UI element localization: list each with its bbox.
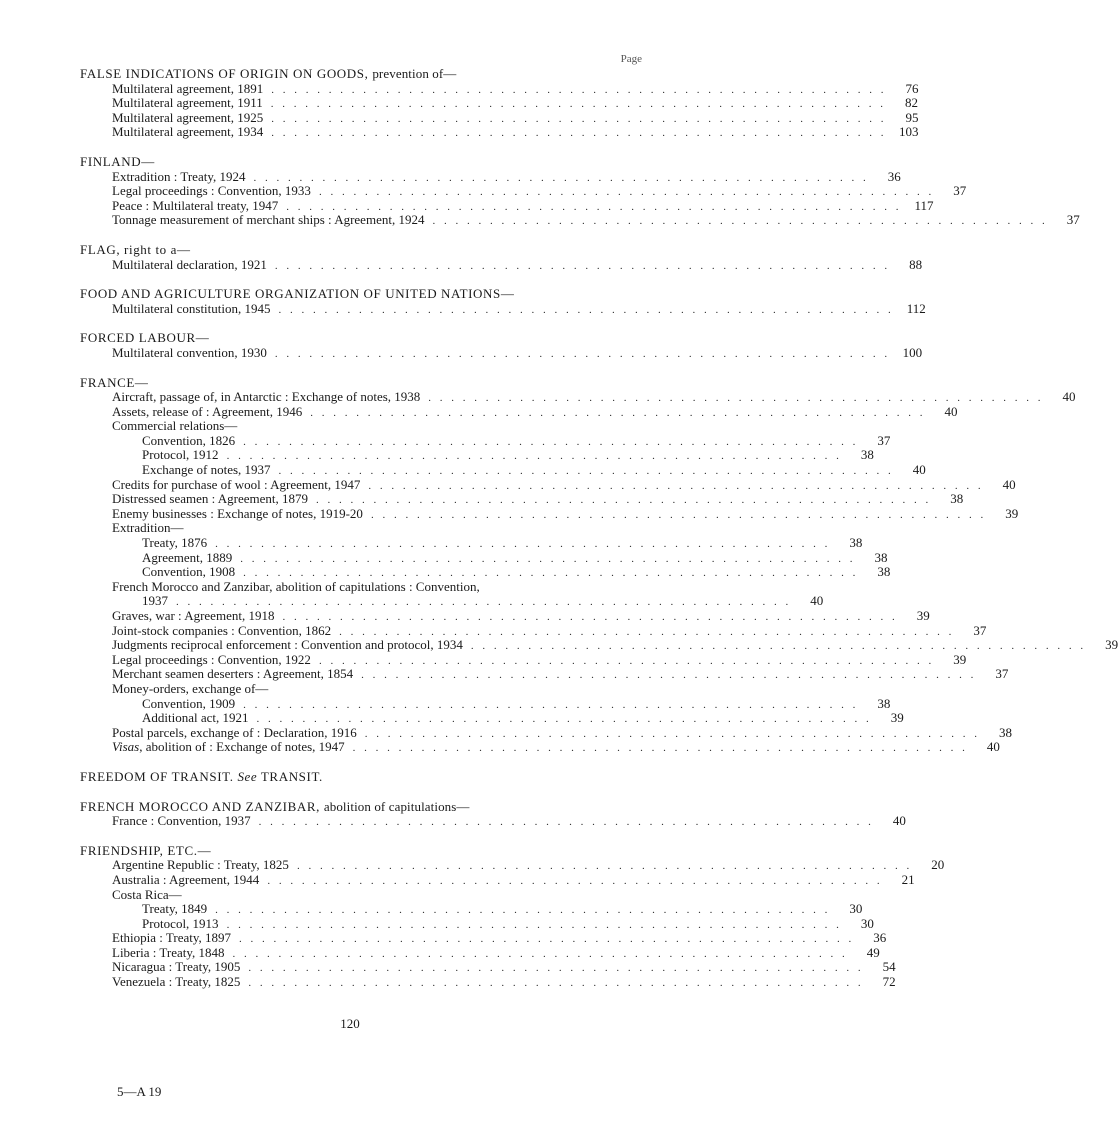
section-heading-main: FALSE INDICATIONS OF ORIGIN ON GOODS, xyxy=(80,66,369,81)
index-entry xyxy=(80,197,934,214)
index-section xyxy=(80,330,923,360)
entry-text: Multilateral constitution, 1945 xyxy=(112,300,271,316)
entry-page-number: 40 xyxy=(986,739,1000,755)
entry-page-number: 40 xyxy=(892,813,906,829)
index-entry xyxy=(80,857,945,873)
index-section xyxy=(80,798,906,829)
entry-page-number: 36 xyxy=(873,930,887,946)
entry-page-number: 37 xyxy=(973,622,987,638)
dot-leader: . . . . . . . . . . . . . . . . . . . . . . . . . . . . . . . . . . . . . . . . . . . . . . . . . . . . . . xyxy=(215,904,831,917)
section-heading xyxy=(80,375,640,391)
entry-page-number: 100 xyxy=(902,344,923,360)
index-section xyxy=(80,153,1080,228)
entry-page-number: 40 xyxy=(1002,476,1016,492)
index-entry xyxy=(80,651,967,668)
section-heading-main: FRIENDSHIP, ETC.— xyxy=(80,842,212,858)
entry-text: Distressed seamen : Agreement, 1879 xyxy=(112,491,309,507)
dot-leader: . . . . . . . . . . . . . . . . . . . . . . . . . . . . . . . . . . . . . . . . . . . . . . . . . . . . . . xyxy=(248,977,864,990)
entry-page-number: 39 xyxy=(1005,505,1019,521)
entry-page-number: 76 xyxy=(905,80,919,96)
section-heading xyxy=(80,66,640,82)
dot-leader: . . . . . . . . . . . . . . . . . . . . . . . . . . . . . . . . . . . . . . . . . . . . . . . . . . . . . . xyxy=(243,698,859,711)
entry-text: Multilateral declaration, 1921 xyxy=(112,256,267,272)
entry-page-number: 103 xyxy=(899,124,919,140)
entry-page-number: 38 xyxy=(877,695,891,711)
entry-text: France : Convention, 1937 xyxy=(112,813,251,829)
index-entry xyxy=(80,549,888,566)
dot-leader: . . . . . . . . . . . . . . . . . . . . . . . . . . . . . . . . . . . . . . . . . . . . . . . . . . . . . . xyxy=(274,259,891,272)
index-entry xyxy=(80,637,1118,653)
entry-page-number: 38 xyxy=(874,549,888,565)
entry-text: Aircraft, passage of, in Antarctic : Exchange of notes, 1938 xyxy=(112,389,421,405)
dot-leader: . . . . . . . . . . . . . . . . . . . . . . . . . . . . . . . . . . . . . . . . . . . . . . . . . . . . . . xyxy=(232,947,848,960)
index-entry xyxy=(80,403,958,420)
dot-leader: . . . . . . . . . . . . . . . . . . . . . . . . . . . . . . . . . . . . . . . . . . . . . . . . . . . . . . xyxy=(296,860,913,873)
entry-text: Multilateral agreement, 1925 xyxy=(112,109,264,125)
index-entry xyxy=(80,959,896,975)
dot-leader: . . . . . . . . . . . . . . . . . . . . . . . . . . . . . . . . . . . . . . . . . . . . . . . . . . . . . . xyxy=(318,654,935,667)
section-heading xyxy=(80,799,640,815)
index-entry xyxy=(80,168,901,185)
index-entry xyxy=(80,491,964,507)
index-section xyxy=(80,769,640,785)
entry-page-number: 112 xyxy=(906,300,926,316)
index-entry xyxy=(80,521,640,536)
index-entry xyxy=(80,666,1009,682)
dot-leader: . . . . . . . . . . . . . . . . . . . . . . . . . . . . . . . . . . . . . . . . . . . . . . . . . . . . . . xyxy=(286,200,902,213)
entry-text: 1937 xyxy=(142,593,168,609)
index-entry xyxy=(80,695,891,712)
index-entry xyxy=(80,974,896,990)
index-entry xyxy=(80,109,919,126)
index-entry xyxy=(80,608,930,624)
entry-page-number: 37 xyxy=(953,183,967,199)
dot-leader: . . . . . . . . . . . . . . . . . . . . . . . . . . . . . . . . . . . . . . . . . . . . . . . . . . . . . . xyxy=(243,435,859,448)
dot-leader: . . . . . . . . . . . . . . . . . . . . . . . . . . . . . . . . . . . . . . . . . . . . . . . . . . . . . . xyxy=(274,347,891,360)
dot-leader: . . . . . . . . . . . . . . . . . . . . . . . . . . . . . . . . . . . . . . . . . . . . . . . . . . . . . . xyxy=(318,186,935,199)
dot-leader: . . . . . . . . . . . . . . . . . . . . . . . . . . . . . . . . . . . . . . . . . . . . . . . . . . . . . . xyxy=(271,83,887,96)
section-heading xyxy=(80,154,640,170)
dot-leader: . . . . . . . . . . . . . . . . . . . . . . . . . . . . . . . . . . . . . . . . . . . . . . . . . . . . . . xyxy=(215,538,831,551)
entry-text: Multilateral convention, 1930 xyxy=(112,344,267,360)
index-entry xyxy=(80,622,987,639)
entry-page-number: 38 xyxy=(950,491,964,507)
index-entry xyxy=(80,564,891,580)
entry-text: Treaty, 1849 xyxy=(142,901,208,917)
index-entry xyxy=(80,300,926,317)
entry-text: French Morocco and Zanzibar, abolition of capitulations : Convention, xyxy=(112,578,480,594)
dot-leader: . . . . . . . . . . . . . . . . . . . . . . . . . . . . . . . . . . . . . . . . . . . . . . . . . . . . . . xyxy=(282,611,898,623)
index-section xyxy=(80,286,926,316)
entry-text: Judgments reciprocal enforcement : Convention and protocol, 1934 xyxy=(112,637,463,653)
dot-leader: . . . . . . . . . . . . . . . . . . . . . . . . . . . . . . . . . . . . . . . . . . . . . . . . . . . . . . xyxy=(339,625,955,638)
entry-text: Legal proceedings : Convention, 1933 xyxy=(112,183,311,199)
dot-leader: . . . . . . . . . . . . . . . . . . . . . . . . . . . . . . . . . . . . . . . . . . . . . . . . . . . . . . xyxy=(364,727,980,740)
section-heading xyxy=(80,286,640,302)
index-entry xyxy=(80,505,1019,522)
entry-text: Multilateral agreement, 1891 xyxy=(112,80,264,96)
entry-text: Treaty, 1876 xyxy=(142,535,208,551)
index-entry xyxy=(80,944,880,961)
dot-leader: . . . . . . . . . . . . . . . . . . . . . . . . . . . . . . . . . . . . . . . . . . . . . . . . . . . . . . xyxy=(368,479,984,492)
index-section xyxy=(80,66,919,140)
entry-page-number: 40 xyxy=(810,593,824,609)
index-entry xyxy=(80,901,863,917)
index-body xyxy=(80,66,1118,1004)
entry-page-number: 54 xyxy=(882,959,896,975)
dot-leader: . . . . . . . . . . . . . . . . . . . . . . . . . . . . . . . . . . . . . . . . . . . . . . . . . . . . . . xyxy=(271,127,887,140)
index-entry xyxy=(80,447,874,463)
entry-page-number: 117 xyxy=(914,197,934,213)
index-entry xyxy=(80,682,640,697)
page-number: 120 xyxy=(340,1016,360,1031)
index-section xyxy=(80,842,945,990)
entry-text: Convention, 1908 xyxy=(142,564,236,580)
index-section xyxy=(80,374,1118,755)
index-section xyxy=(80,241,923,272)
dot-leader: . . . . . . . . . . . . . . . . . . . . . . . . . . . . . . . . . . . . . . . . . . . . . . . . . . . . . . xyxy=(271,112,887,125)
index-entry xyxy=(80,580,640,595)
entry-page-number: 49 xyxy=(866,944,880,960)
dot-leader: . . . . . . . . . . . . . . . . . . . . . . . . . . . . . . . . . . . . . . . . . . . . . . . . . . . . . . xyxy=(370,508,987,521)
entry-page-number: 95 xyxy=(905,109,919,125)
index-entry xyxy=(80,432,891,449)
dot-leader: . . . . . . . . . . . . . . . . . . . . . . . . . . . . . . . . . . . . . . . . . . . . . . . . . . . . . . xyxy=(267,874,883,887)
entry-text: Australia : Agreement, 1944 xyxy=(112,871,260,887)
section-heading-main: FREEDOM OF TRANSIT. See TRANSIT. xyxy=(80,768,323,784)
index-entry xyxy=(80,535,863,551)
entry-text: Enemy businesses : Exchange of notes, 1919-20 xyxy=(112,505,363,521)
entry-text: Argentine Republic : Treaty, 1825 xyxy=(112,857,289,873)
entry-text: Ethiopia : Treaty, 1897 xyxy=(112,930,232,946)
dot-leader: . . . . . . . . . . . . . . . . . . . . . . . . . . . . . . . . . . . . . . . . . . . . . . . . . . . . . . xyxy=(278,303,894,316)
index-entry xyxy=(80,183,967,199)
entry-text: Multilateral agreement, 1911 xyxy=(112,95,263,111)
dot-leader: . . . . . . . . . . . . . . . . . . . . . . . . . . . . . . . . . . . . . . . . . . . . . . . . . . . . . . xyxy=(316,494,932,507)
index-entry xyxy=(80,915,874,932)
dot-leader: . . . . . . . . . . . . . . . . . . . . . . . . . . . . . . . . . . . . . . . . . . . . . . . . . . . . . . xyxy=(428,392,1044,405)
dot-leader: . . . . . . . . . . . . . . . . . . . . . . . . . . . . . . . . . . . . . . . . . . . . . . . . . . . . . . xyxy=(253,171,869,184)
entry-page-number: 30 xyxy=(849,901,863,917)
index-entry xyxy=(80,710,904,726)
index-entry xyxy=(80,124,919,140)
entry-page-number: 40 xyxy=(1062,389,1076,405)
entry-text: Nicaragua : Treaty, 1905 xyxy=(112,959,241,975)
entry-text: Graves, war : Agreement, 1918 xyxy=(112,608,275,623)
section-heading-qualifier: prevention of— xyxy=(372,66,457,81)
entry-text: Costa Rica— xyxy=(112,886,182,902)
section-heading-main: FORCED LABOUR— xyxy=(80,330,210,346)
index-entry xyxy=(80,256,923,273)
section-heading xyxy=(80,769,640,785)
entry-text: Money-orders, exchange of— xyxy=(112,680,269,696)
entry-text: Multilateral agreement, 1934 xyxy=(112,124,264,140)
entry-text: Joint-stock companies : Convention, 1862 xyxy=(112,622,332,638)
section-heading xyxy=(80,843,640,859)
dot-leader: . . . . . . . . . . . . . . . . . . . . . . . . . . . . . . . . . . . . . . . . . . . . . . . . . . . . . . xyxy=(226,918,842,931)
entry-page-number: 37 xyxy=(995,666,1009,682)
entry-text: Visas, abolition of : Exchange of notes, 1947 xyxy=(112,739,345,755)
dot-leader: . . . . . . . . . . . . . . . . . . . . . . . . . . . . . . . . . . . . . . . . . . . . . . . . . . . . . . xyxy=(176,596,792,609)
entry-text: Exchange of notes, 1937 xyxy=(142,462,271,478)
dot-leader: . . . . . . . . . . . . . . . . . . . . . . . . . . . . . . . . . . . . . . . . . . . . . . . . . . . . . . xyxy=(248,962,864,975)
entry-page-number: 72 xyxy=(882,974,896,990)
section-heading-main: FOOD AND AGRICULTURE ORGANIZATION OF UNITED NATIONS— xyxy=(80,286,515,302)
entry-text: Venezuela : Treaty, 1825 xyxy=(112,974,241,990)
entry-page-number: 40 xyxy=(912,462,926,478)
entry-text: Protocol, 1913 xyxy=(142,915,219,931)
dot-leader: . . . . . . . . . . . . . . . . . . . . . . . . . . . . . . . . . . . . . . . . . . . . . . . . . . . . . . xyxy=(352,742,968,755)
entry-page-number: 36 xyxy=(887,168,901,184)
entry-page-number: 37 xyxy=(877,432,891,448)
index-entry xyxy=(80,95,919,111)
index-entry xyxy=(80,212,1080,228)
index-entry xyxy=(80,462,926,478)
entry-text: Assets, release of : Agreement, 1946 xyxy=(112,403,303,419)
entry-text: Merchant seamen deserters : Agreement, 1854 xyxy=(112,666,354,682)
entry-page-number: 37 xyxy=(1066,212,1080,228)
entry-text: Credits for purchase of wool : Agreement, 1947 xyxy=(112,476,361,492)
section-heading-main: FRENCH MOROCCO AND ZANZIBAR, xyxy=(80,798,320,814)
dot-leader: . . . . . . . . . . . . . . . . . . . . . . . . . . . . . . . . . . . . . . . . . . . . . . . . . . . . . . xyxy=(240,552,856,565)
section-heading-qualifier: abolition of capitulations— xyxy=(323,798,470,814)
entry-text: Agreement, 1889 xyxy=(142,549,233,565)
index-entry xyxy=(80,389,1076,405)
entry-text: Legal proceedings : Convention, 1922 xyxy=(112,651,311,667)
entry-page-number: 39 xyxy=(890,710,904,726)
index-entry xyxy=(80,593,824,609)
section-heading xyxy=(80,330,640,346)
entry-page-number: 38 xyxy=(860,447,874,463)
dot-leader: . . . . . . . . . . . . . . . . . . . . . . . . . . . . . . . . . . . . . . . . . . . . . . . . . . . . . . xyxy=(270,98,887,111)
entry-page-number: 30 xyxy=(860,915,874,931)
entry-page-number: 39 xyxy=(916,608,930,623)
index-entry xyxy=(80,813,906,829)
entry-page-number: 38 xyxy=(849,535,863,551)
entry-text: Convention, 1826 xyxy=(142,432,236,448)
dot-leader: . . . . . . . . . . . . . . . . . . . . . . . . . . . . . . . . . . . . . . . . . . . . . . . . . . . . . . xyxy=(310,406,926,419)
entry-text: Convention, 1909 xyxy=(142,695,236,711)
entry-page-number: 88 xyxy=(909,256,923,272)
section-heading-main: FLAG, right to a— xyxy=(80,241,191,257)
entry-page-number: 39 xyxy=(1105,637,1118,653)
entry-page-number: 40 xyxy=(944,403,958,419)
entry-text: Liberia : Treaty, 1848 xyxy=(112,944,225,960)
entry-text: Extradition : Treaty, 1924 xyxy=(112,168,246,184)
section-heading-main: FRANCE— xyxy=(80,374,149,390)
page-column-label: Page xyxy=(620,53,642,65)
index-entry xyxy=(80,871,915,888)
entry-page-number: 21 xyxy=(901,871,915,887)
dot-leader: . . . . . . . . . . . . . . . . . . . . . . . . . . . . . . . . . . . . . . . . . . . . . . . . . . . . . . xyxy=(432,215,1048,228)
index-entry xyxy=(80,80,919,97)
index-entry xyxy=(80,419,640,434)
dot-leader: . . . . . . . . . . . . . . . . . . . . . . . . . . . . . . . . . . . . . . . . . . . . . . . . . . . . . . xyxy=(239,933,855,946)
index-entry xyxy=(80,739,1000,755)
dot-leader: . . . . . . . . . . . . . . . . . . . . . . . . . . . . . . . . . . . . . . . . . . . . . . . . . . . . . . xyxy=(361,669,977,682)
section-heading xyxy=(80,242,640,258)
dot-leader: . . . . . . . . . . . . . . . . . . . . . . . . . . . . . . . . . . . . . . . . . . . . . . . . . . . . . . xyxy=(226,450,842,463)
entry-text: Peace : Multilateral treaty, 1947 xyxy=(112,197,279,213)
index-entry xyxy=(80,476,1016,493)
index-entry xyxy=(80,930,887,946)
entry-text: Tonnage measurement of merchant ships : Agreement, 1924 xyxy=(112,212,425,228)
index-entry xyxy=(80,888,640,903)
entry-text: Protocol, 1912 xyxy=(142,447,219,463)
dot-leader: . . . . . . . . . . . . . . . . . . . . . . . . . . . . . . . . . . . . . . . . . . . . . . . . . . . . . . xyxy=(470,640,1087,653)
entry-page-number: 20 xyxy=(931,857,945,873)
dot-leader: . . . . . . . . . . . . . . . . . . . . . . . . . . . . . . . . . . . . . . . . . . . . . . . . . . . . . . xyxy=(278,465,894,478)
dot-leader: . . . . . . . . . . . . . . . . . . . . . . . . . . . . . . . . . . . . . . . . . . . . . . . . . . . . . . xyxy=(243,567,859,580)
entry-text: Commercial relations— xyxy=(112,418,238,434)
entry-page-number: 38 xyxy=(877,564,891,580)
dot-leader: . . . . . . . . . . . . . . . . . . . . . . . . . . . . . . . . . . . . . . . . . . . . . . . . . . . . . . xyxy=(256,713,872,726)
entry-text: Postal parcels, exchange of : Declaration, 1916 xyxy=(112,724,357,740)
entry-page-number: 38 xyxy=(999,724,1012,740)
index-entry xyxy=(80,724,1012,741)
dot-leader: . . . . . . . . . . . . . . . . . . . . . . . . . . . . . . . . . . . . . . . . . . . . . . . . . . . . . . xyxy=(258,816,874,829)
entry-text: Additional act, 1921 xyxy=(142,710,249,726)
index-entry xyxy=(80,344,923,361)
entry-page-number: 39 xyxy=(953,651,967,667)
section-heading-main: FINLAND— xyxy=(80,153,155,169)
entry-text: Extradition— xyxy=(112,520,184,536)
entry-page-number: 82 xyxy=(905,95,919,111)
print-code: 5—A 19 xyxy=(117,1084,162,1099)
